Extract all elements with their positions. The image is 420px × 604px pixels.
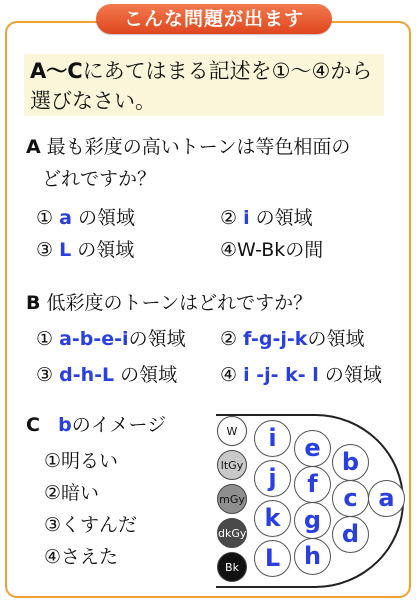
option-number: ② bbox=[220, 328, 238, 350]
option-b4[interactable] bbox=[220, 360, 382, 387]
tone-f: f bbox=[294, 466, 331, 503]
question-c-letter: C bbox=[26, 414, 40, 436]
gray-light: ltGy bbox=[217, 450, 247, 480]
option-b3[interactable] bbox=[36, 360, 177, 387]
option-text: の領域 bbox=[255, 207, 313, 229]
option-text: の領域 bbox=[307, 328, 365, 350]
question-b-letter: B bbox=[26, 292, 41, 314]
instruction-line1: にあてはまる記述を①〜④から bbox=[82, 59, 373, 83]
option-text: の領域 bbox=[77, 239, 135, 261]
option-text: の領域 bbox=[128, 328, 186, 350]
tone-e: e bbox=[294, 430, 331, 467]
option-text: の領域 bbox=[120, 364, 178, 386]
question-a-text2: どれですか？ bbox=[42, 168, 157, 190]
instruction-line2: 選びなさい。 bbox=[30, 89, 156, 113]
option-a4[interactable] bbox=[220, 235, 323, 262]
tone-a: a bbox=[368, 480, 405, 517]
tone-l: L bbox=[254, 540, 291, 577]
question-a-text1: 最も彩度の高いトーンは等色相面の bbox=[46, 136, 351, 158]
option-number: ③ bbox=[36, 239, 54, 261]
gray-medium: mGy bbox=[217, 484, 247, 514]
option-b2[interactable] bbox=[220, 324, 364, 351]
tone-h: h bbox=[294, 538, 331, 575]
banner-title: こんな問題が出ます bbox=[96, 4, 332, 34]
option-number: ④ bbox=[220, 364, 238, 386]
option-c1[interactable]: ①明るい bbox=[44, 450, 119, 472]
question-a-letter: A bbox=[26, 136, 41, 158]
instruction-box bbox=[24, 54, 384, 116]
tone-c: c bbox=[332, 480, 369, 517]
option-key: f-g-j-k bbox=[243, 328, 308, 350]
tone-b: b bbox=[332, 444, 369, 481]
option-b1[interactable] bbox=[36, 324, 186, 351]
question-a bbox=[26, 132, 350, 159]
option-c3[interactable]: ③くすんだ bbox=[44, 514, 138, 536]
gray-white: W bbox=[217, 416, 247, 446]
gray-dark: dkGy bbox=[217, 518, 247, 548]
option-number: ④ bbox=[220, 239, 238, 261]
option-key: i bbox=[243, 207, 250, 229]
question-c-key: b bbox=[58, 414, 72, 436]
question-c-text: のイメージ bbox=[71, 414, 167, 436]
option-c4[interactable]: ④さえた bbox=[44, 546, 119, 568]
tone-j: j bbox=[254, 460, 291, 497]
option-key: i -j- k- l bbox=[243, 364, 319, 386]
option-key: a-b-e-i bbox=[59, 328, 129, 350]
tone-diagram bbox=[212, 414, 408, 590]
option-text: の領域 bbox=[324, 364, 382, 386]
option-text: W-Bkの間 bbox=[237, 239, 324, 261]
tone-g: g bbox=[294, 502, 331, 539]
tone-d: d bbox=[332, 516, 369, 553]
option-key: a bbox=[59, 207, 72, 229]
option-a1[interactable] bbox=[36, 203, 135, 230]
gray-black: Bk bbox=[217, 552, 247, 582]
option-number: ③ bbox=[36, 364, 54, 386]
option-number: ② bbox=[220, 207, 238, 229]
option-a2[interactable] bbox=[220, 203, 313, 230]
option-key: d-h-L bbox=[59, 364, 115, 386]
option-number: ① bbox=[36, 328, 54, 350]
tone-i: i bbox=[254, 420, 291, 457]
instruction-range: A〜C bbox=[30, 59, 83, 83]
tone-k: k bbox=[254, 500, 291, 537]
question-b-text: 低彩度のトーンはどれですか？ bbox=[46, 292, 313, 314]
option-a3[interactable] bbox=[36, 235, 134, 262]
option-text: の領域 bbox=[77, 207, 135, 229]
option-number: ① bbox=[36, 207, 54, 229]
option-key: L bbox=[59, 239, 72, 261]
question-b bbox=[26, 288, 312, 315]
question-c bbox=[26, 410, 166, 437]
option-c2[interactable]: ②暗い bbox=[44, 482, 100, 504]
